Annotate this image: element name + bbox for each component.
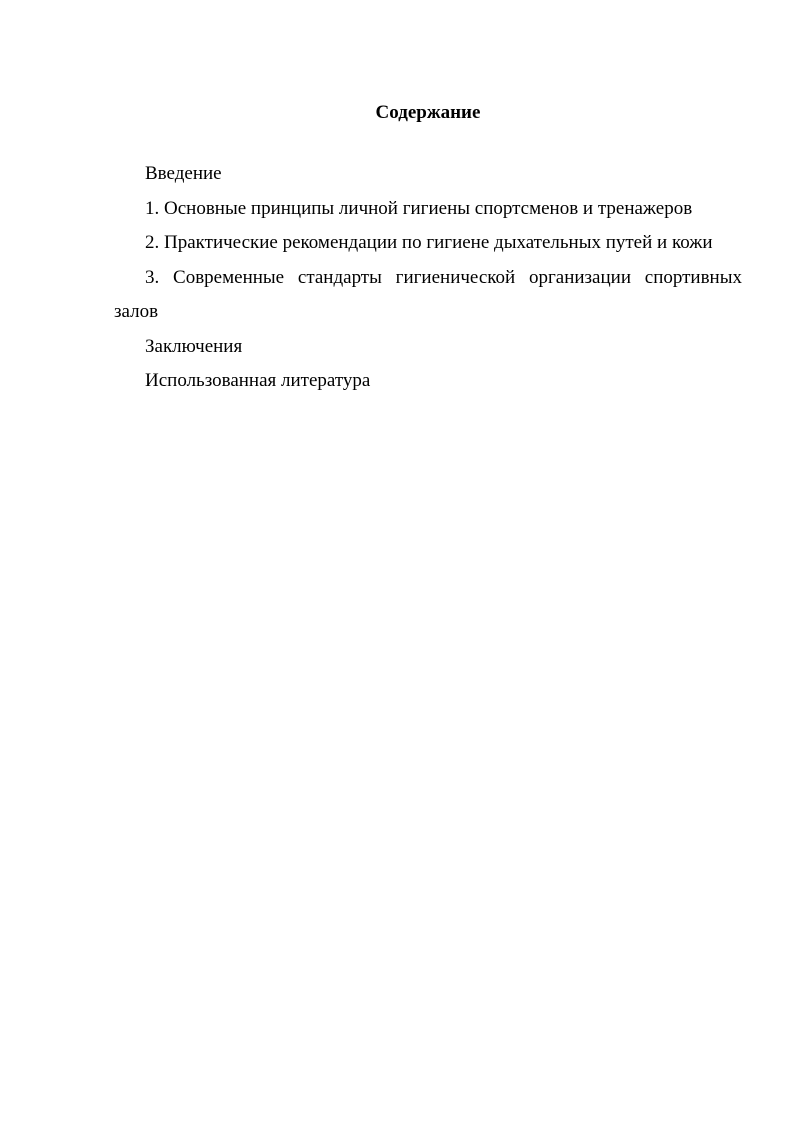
toc-item-references: Использованная литература <box>145 370 371 391</box>
page-title: Содержание <box>375 102 481 123</box>
toc-item-chapter-3: 3. Современные стандарты гигиенической организации спортивных залов <box>114 266 742 322</box>
toc-item-chapter-2: 2. Практические рекомендации по гигиене дыхательных путей и кожи <box>145 232 713 253</box>
table-of-contents <box>114 157 742 399</box>
toc-item-introduction: Введение <box>145 163 222 184</box>
toc-item-conclusions: Заключения <box>145 335 243 357</box>
toc-item-chapter-1: 1. Основные принципы личной гигиены спортсменов и тренажеров <box>145 197 693 219</box>
